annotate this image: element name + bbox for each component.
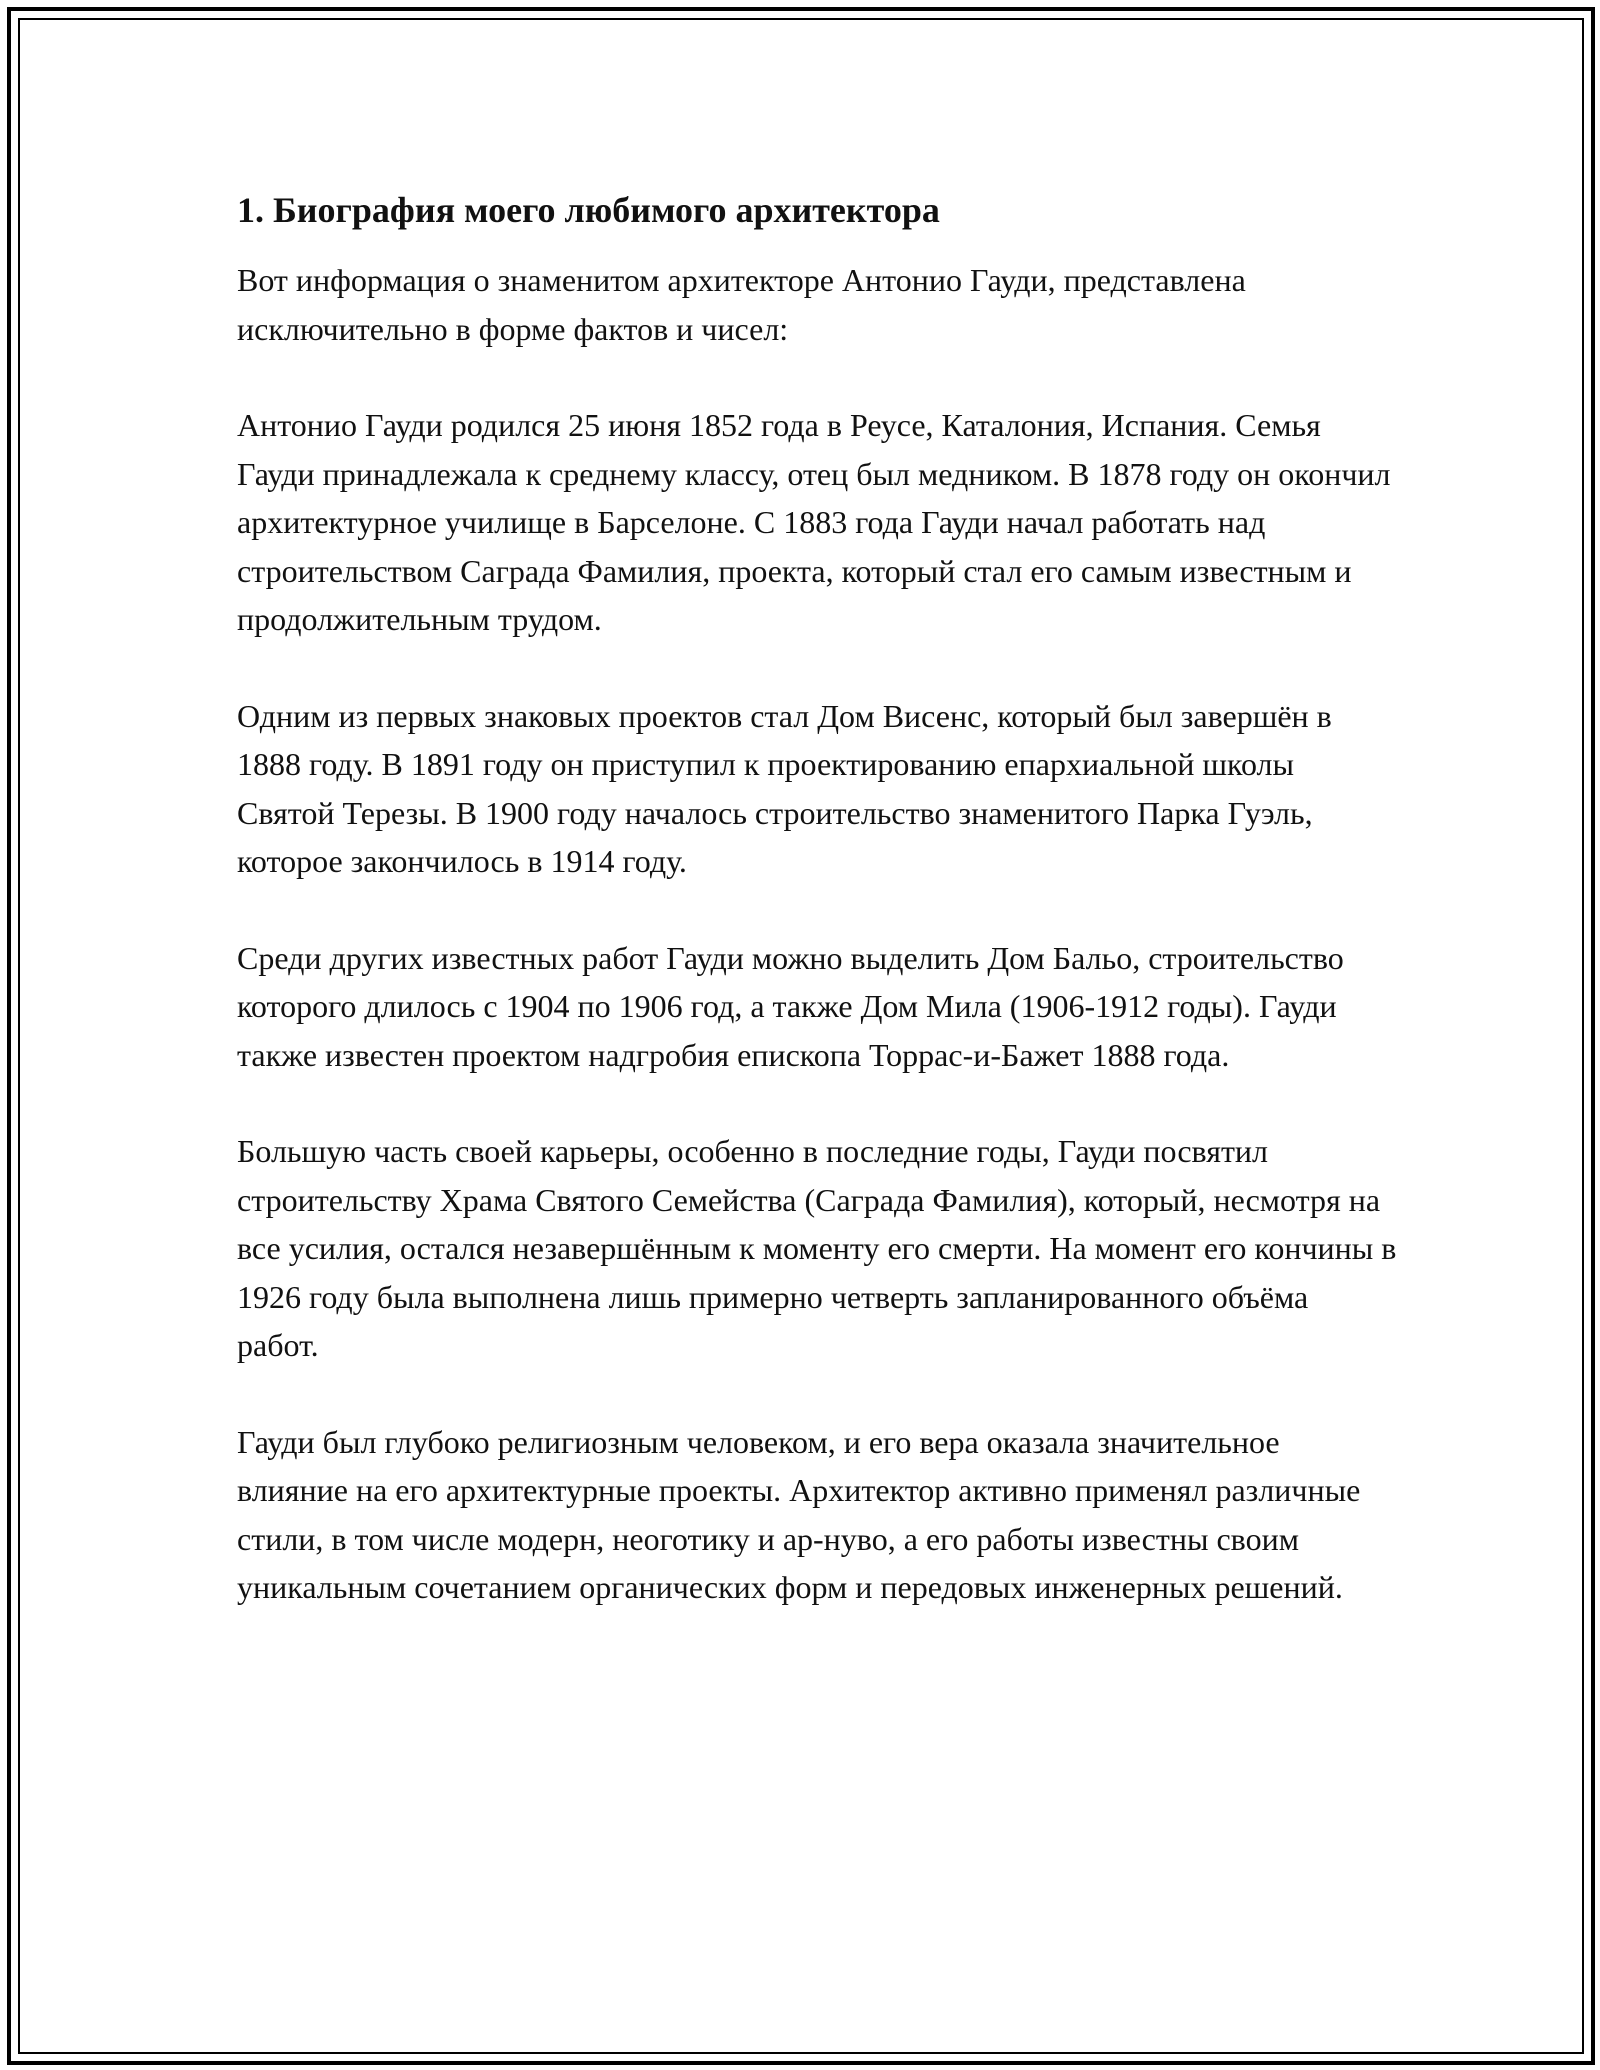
- other-works-paragraph: Среди других известных работ Гауди можно выделить Дом Бальо, строительство которого длилось с 1904 по 1906 год, а также Дом Мила (1906-1912 годы). Гауди также известен проектом надгробия епископа Торрас-и-Бажет 1888 года.: [237, 939, 1344, 1073]
- early-projects-paragraph: Одним из первых знаковых проектов стал Дом Висенс, который был завершён в 1888 году. В 1891 году он приступил к проектированию епархиальной школы Святой Терезы. В 1900 году началось строительство знаменитого Парка Гуэль, которое закончилось в 1914 году.: [237, 697, 1332, 879]
- intro-paragraph: Вот информация о знаменитом архитекторе Антонио Гауди, представлена исключительно в форме фактов и чисел:: [237, 262, 1246, 347]
- document-heading: 1. Биография моего любимого архитектора: [237, 190, 940, 230]
- birth-paragraph: Антонио Гауди родился 25 июня 1852 года в Реусе, Каталония, Испания. Семья Гауди принадлежала к среднему классу, отец был медником. В 1878 году он окончил архитектурное училище в Барселоне. С 1883 года Гауди начал работать над строительством Саграда Фамилия, проекта, который стал его самым известным и продолжительным трудом.: [237, 407, 1391, 637]
- sagrada-familia-paragraph: Большую часть своей карьеры, особенно в последние годы, Гауди посвятил строительству Храма Святого Семейства (Саграда Фамилия), который, несмотря на все усилия, остался незавершённым к моменту его смерти. На момент его кончины в 1926 году была выполнена лишь примерно четверть запланированного объёма работ.: [237, 1133, 1397, 1363]
- religion-style-paragraph: Гауди был глубоко религиозным человеком, и его вера оказала значительное влияние на его архитектурные проекты. Архитектор активно применял различные стили, в том числе модерн, неоготику и ар-нуво, а его работы известны своим уникальным сочетанием органических форм и передовых инженерных решений.: [237, 1423, 1361, 1605]
- document-body: [237, 186, 1397, 1612]
